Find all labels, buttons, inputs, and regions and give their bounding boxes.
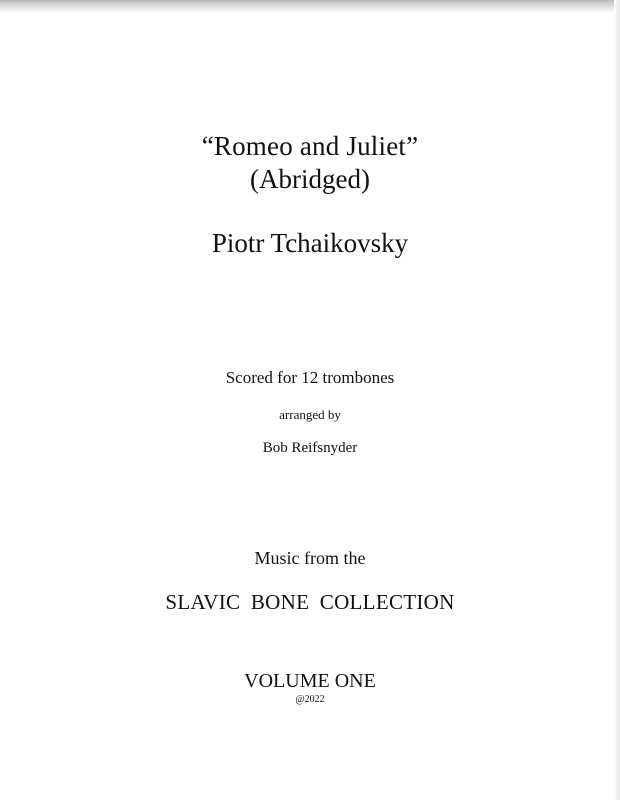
collection-title: SLAVIC BONE COLLECTION — [165, 590, 455, 614]
volume-label: VOLUME ONE — [244, 670, 376, 692]
composer-name: Piotr Tchaikovsky — [211, 228, 409, 258]
arranged-by-label: arranged by — [279, 407, 341, 422]
piece-title: “Romeo and Juliet” — [201, 131, 419, 161]
series-intro: Music from the — [254, 548, 366, 568]
scoring-note: Scored for 12 trombones — [225, 368, 395, 387]
piece-subtitle: (Abridged) — [250, 164, 370, 194]
arranger-name: Bob Reifsnyder — [262, 440, 358, 456]
copyright-notice: @2022 — [295, 694, 325, 705]
scan-top-edge — [0, 0, 620, 14]
